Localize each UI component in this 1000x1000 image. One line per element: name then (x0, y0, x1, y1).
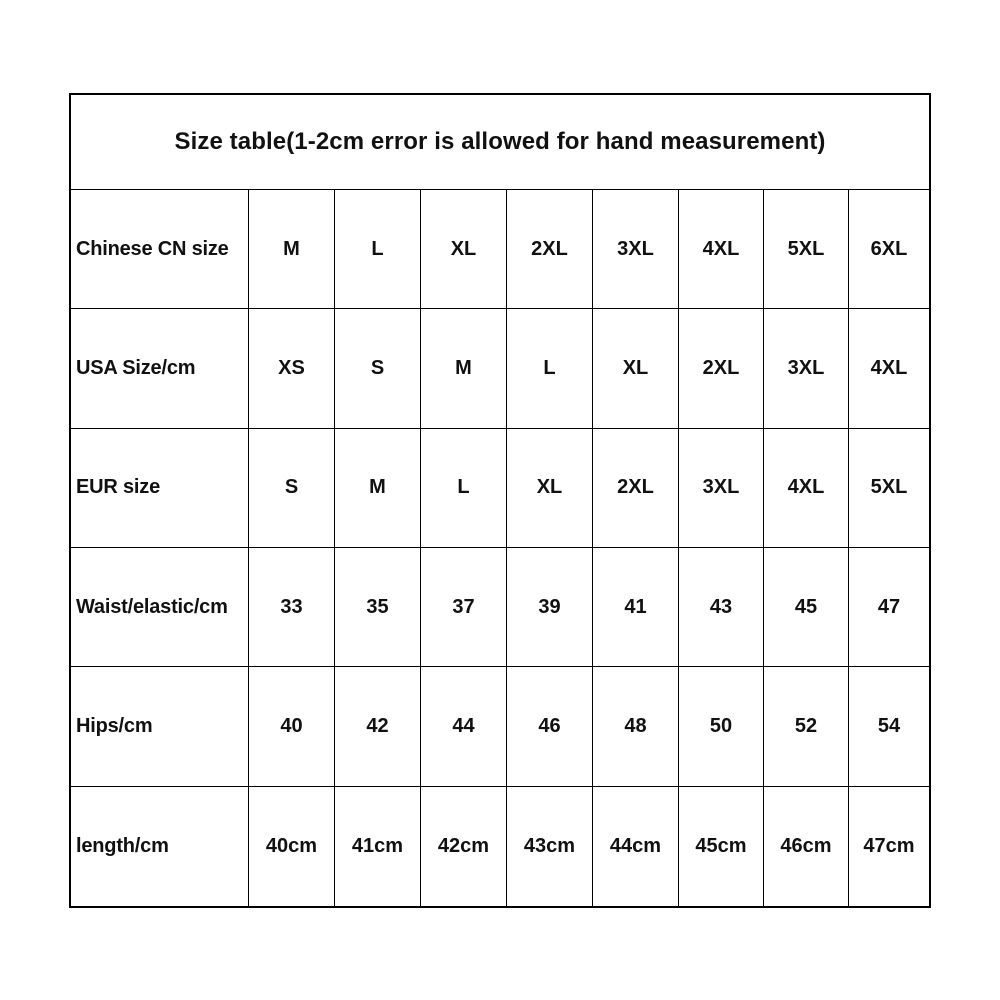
table-cell: 41 (593, 548, 679, 667)
table-cell: 39 (507, 548, 593, 667)
table-cell: 6XL (849, 190, 929, 309)
table-cell: M (421, 309, 507, 428)
table-cell: 5XL (764, 190, 849, 309)
table-cell: M (249, 190, 335, 309)
table-cell: M (335, 429, 421, 548)
table-cell: 52 (764, 667, 849, 786)
size-grid (71, 190, 929, 906)
table-cell: 3XL (764, 309, 849, 428)
table-cell: 48 (593, 667, 679, 786)
table-cell: 40 (249, 667, 335, 786)
row-label: Chinese CN size (71, 190, 249, 309)
table-cell: 46cm (764, 787, 849, 906)
table-cell: 44 (421, 667, 507, 786)
table-cell: 4XL (764, 429, 849, 548)
table-cell: 33 (249, 548, 335, 667)
table-cell: 45cm (679, 787, 764, 906)
table-cell: 2XL (507, 190, 593, 309)
table-cell: XS (249, 309, 335, 428)
table-cell: 47cm (863, 834, 915, 857)
table-cell: 4XL (679, 190, 764, 309)
table-cell: 37 (421, 548, 507, 667)
table-cell: 54 (849, 667, 929, 786)
table-cell: 41cm (335, 787, 421, 906)
size-table (69, 93, 931, 908)
table-cell: 50 (679, 667, 764, 786)
table-cell: 44cm (593, 787, 679, 906)
table-cell: L (335, 190, 421, 309)
row-label: Hips/cm (71, 667, 249, 786)
table-cell: 43cm (507, 787, 593, 906)
table-cell: 42cm (421, 787, 507, 906)
table-cell: 5XL (849, 429, 929, 548)
table-cell: 42 (335, 667, 421, 786)
table-cell: 4XL (849, 309, 929, 428)
row-label: USA Size/cm (71, 309, 249, 428)
table-cell: XL (593, 309, 679, 428)
row-label: Waist/elastic/cm (71, 548, 249, 667)
row-label: EUR size (71, 429, 249, 548)
table-cell: 45 (764, 548, 849, 667)
table-cell: 3XL (679, 429, 764, 548)
row-label: length/cm (71, 787, 249, 906)
table-cell: XL (421, 190, 507, 309)
table-cell: 3XL (593, 190, 679, 309)
table-cell: L (421, 429, 507, 548)
table-cell: 40cm (249, 787, 335, 906)
table-cell: 46 (507, 667, 593, 786)
table-cell: XL (507, 429, 593, 548)
table-cell: S (249, 429, 335, 548)
table-title: Size table(1-2cm error is allowed for hand measurement) (71, 95, 929, 190)
table-cell: 35 (335, 548, 421, 667)
table-cell: 47 (849, 548, 929, 667)
table-cell: 2XL (593, 429, 679, 548)
table-cell: 43 (679, 548, 764, 667)
table-cell: 2XL (679, 309, 764, 428)
table-cell: L (507, 309, 593, 428)
table-cell: S (335, 309, 421, 428)
